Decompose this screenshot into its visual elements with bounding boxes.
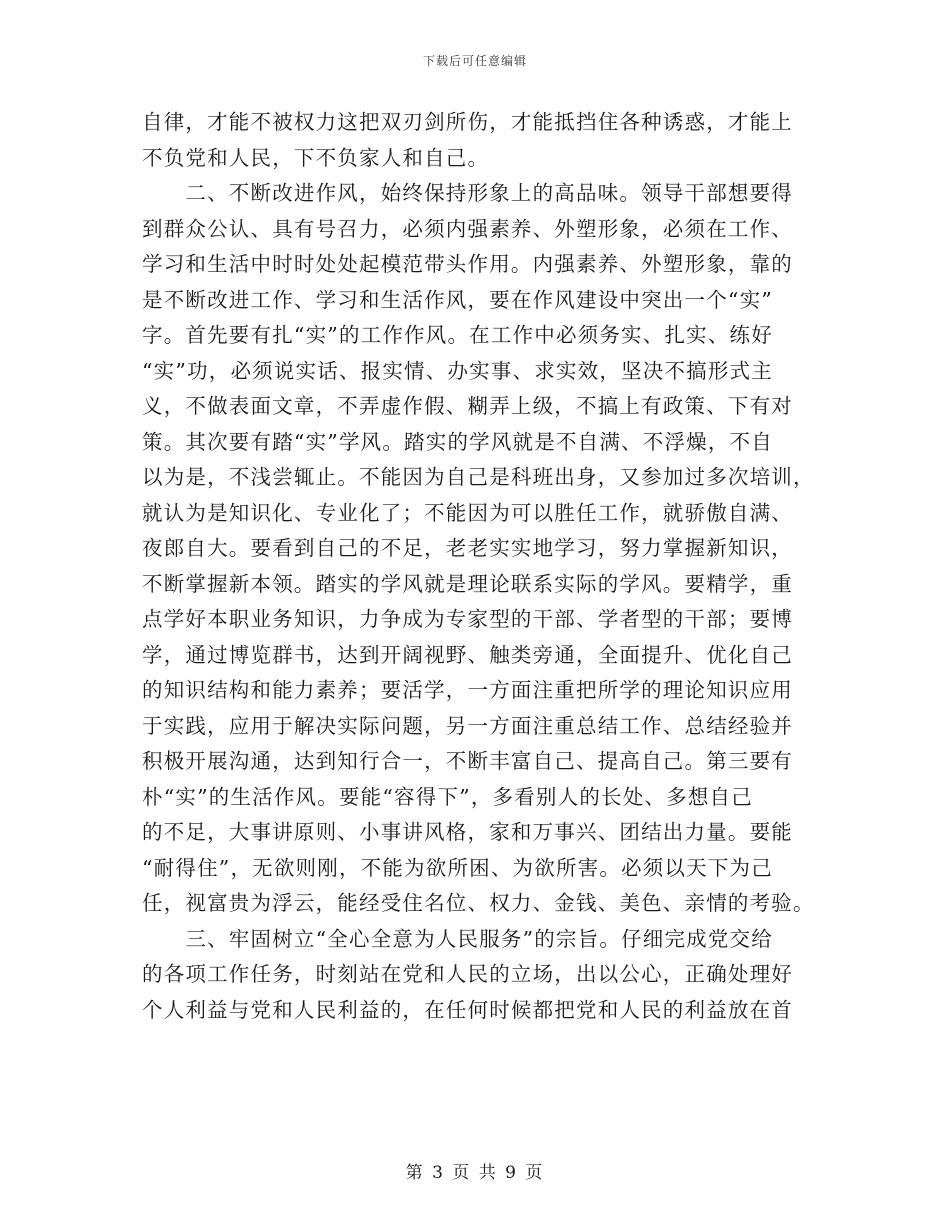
text-line: 夜郎自大。要看到自己的不足，老老实实地学习，努力掌握新知识，	[142, 536, 793, 560]
text-line: 个人利益与党和人民利益的，在任何时候都把党和人民的利益放在首	[142, 997, 793, 1022]
text-line: 以为是，不浅尝辄止。不能因为自己是科班出身，又参加过多次培训，	[142, 465, 815, 489]
page-number: 第 3 页 共 9 页	[405, 1163, 545, 1183]
text-line: 策。其次要有踏“实”学风。踏实的学风就是不自满、不浮燥，不自	[142, 429, 773, 454]
text-line: “耐得住”，无欲则刚，不能为欲所困、为欲所害。必须以天下为己	[142, 855, 773, 880]
text-line: 不负党和人民，下不负家人和自己。	[142, 145, 490, 170]
text-line: 就认为是知识化、专业化了；不能因为可以胜任工作，就骄傲自满、	[142, 500, 793, 525]
text-line: 朴“实”的生活作风。要能“容得下”，多看别人的长处、多想自己	[142, 784, 753, 809]
text-line: 学，通过博览群书，达到开阔视野、触类旁通，全面提升、优化自己	[142, 642, 793, 667]
document-body	[142, 105, 815, 1028]
text-line: 学习和生活中时时处处起模范带头作用。内强素养、外塑形象，靠的	[142, 252, 793, 276]
page-header: 下载后可任意编辑	[422, 54, 527, 68]
text-line: 到群众公认、具有号召力，必须内强素养、外塑形象，必须在工作、	[142, 216, 793, 241]
text-line: 义，不做表面文章，不弄虚作假、糊弄上级，不搞上有政策、下有对	[142, 394, 793, 418]
text-line: 字。首先要有扎“实”的工作作风。在工作中必须务实、扎实、练好	[142, 323, 773, 347]
text-line: 是不断改进工作、学习和生活作风，要在作风建设中突出一个“实”	[142, 287, 773, 312]
text-line: 于实践，应用于解决实际问题，另一方面注重总结工作、总结经验并	[142, 713, 793, 738]
text-line: 自律，才能不被权力这把双刃剑所伤，才能抵挡住各种诱惑，才能上	[142, 110, 793, 134]
text-line: 的不足，大事讲原则、小事讲风格，家和万事兴、团结出力量。要能	[142, 820, 793, 844]
text-line: “实”功，必须说实话、报实情、办实事、求实效，坚决不搞形式主	[142, 358, 773, 383]
text-line: 三、牢固树立“全心全意为人民服务”的宗旨。仔细完成党交给	[142, 926, 773, 951]
text-line: 点学好本职业务知识，力争成为专家型的干部、学者型的干部；要博	[142, 607, 793, 631]
text-line: 不断掌握新本领。踏实的学风就是理论联系实际的学风。要精学，重	[142, 571, 793, 596]
text-line: 的知识结构和能力素养；要活学，一方面注重把所学的理论知识应用	[142, 678, 793, 702]
text-line: 积极开展沟通，达到知行合一，不断丰富自己、提高自己。第三要有	[142, 749, 793, 773]
text-line: 任，视富贵为浮云，能经受住名位、权力、金钱、美色、亲情的考验。	[142, 891, 815, 915]
text-line: 二、不断改进作风，始终保持形象上的高品味。领导干部想要得	[142, 181, 793, 205]
text-line: 的各项工作任务，时刻站在党和人民的立场，出以公心，正确处理好	[142, 962, 793, 986]
